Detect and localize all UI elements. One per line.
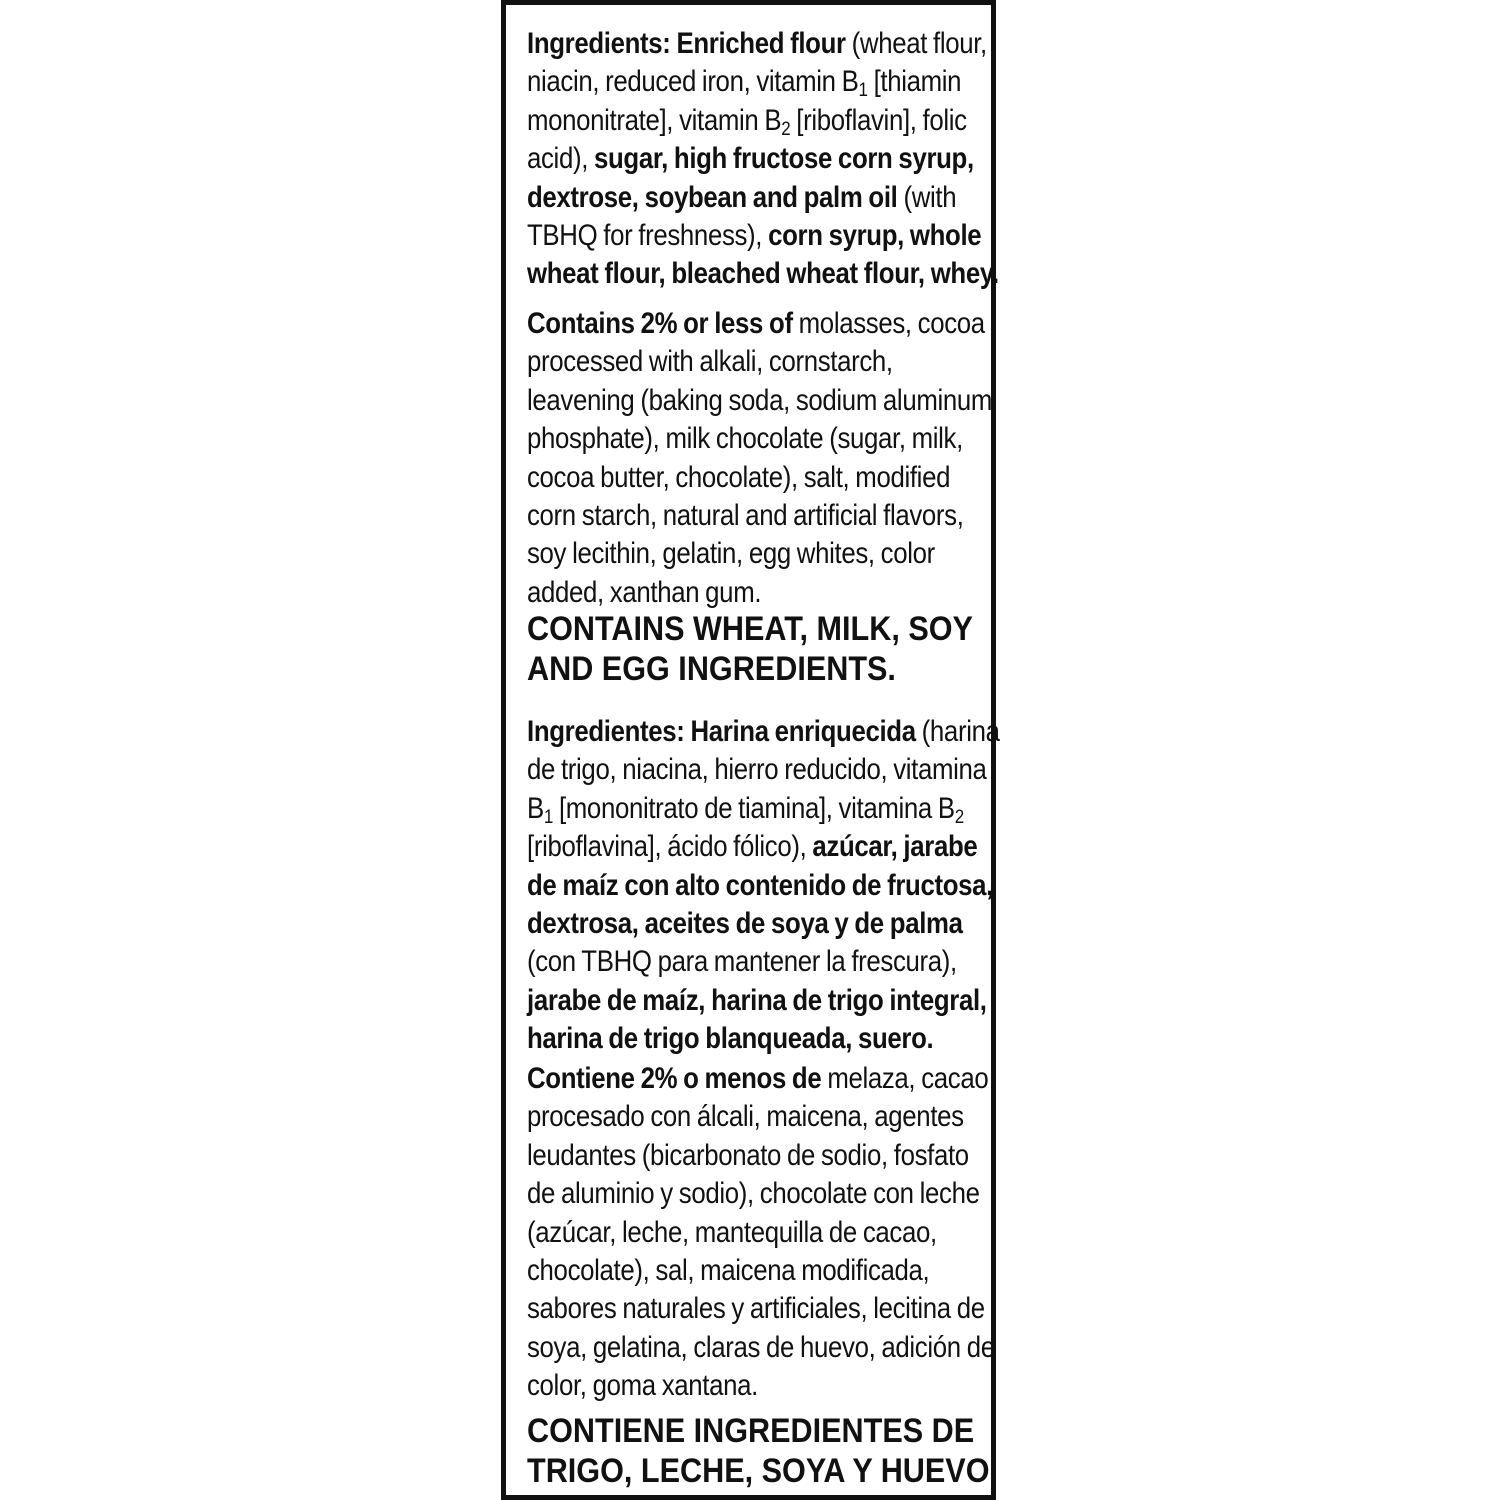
ingredient-text: soya, gelatina, claras de huevo, adición de [527,1330,995,1364]
text-line [527,343,923,381]
ingredient-text: [riboflavina], ácido fólico), [527,830,813,864]
ingredient-text: de aluminio y sodio), chocolate con leche [527,1177,980,1211]
ingredient-text: acid), [527,142,594,176]
text-line [527,25,987,63]
ingredient-text: processed with alkali, cornstarch, [527,345,893,379]
ingredient-text: (wheat flour, [845,27,987,60]
text-line [527,905,963,943]
english-ingredients-paragraph [527,25,999,294]
text-line [527,1290,985,1328]
ingredient-text: molasses, cocoa [792,307,985,340]
text-line [527,305,985,343]
ingredient-text: leudantes (bicarbonato de sodio, fosfato [527,1138,969,1172]
ingredient-text: chocolate), sal, maicena modificada, [527,1254,930,1288]
ingredient-text: (con TBHQ para mantener la frescura), [527,945,957,979]
text-line [527,1214,937,1252]
text-line [527,867,993,905]
allergen-line: CONTAINS WHEAT, MILK, SOY [527,610,973,648]
ingredient-text: soy lecithin, gelatin, egg whites, color [527,537,935,571]
text-line [527,1098,964,1136]
ingredient-text: corn starch, natural and artificial flavors, [527,499,964,533]
ingredient-text: phosphate), milk chocolate (sugar, milk, [527,422,963,456]
text-line [527,420,963,458]
bold-ingredient-text: jarabe de maíz, harina de trigo integral, [527,983,987,1017]
text-line [527,63,962,102]
bold-ingredient-text: corn syrup, whole [768,219,982,253]
allergen-line: AND EGG INGREDIENTS. [527,650,896,688]
ingredient-text: (harina [915,715,1000,748]
spanish-ingredients-paragraph [527,713,1000,1059]
allergen-line: CONTIENE INGREDIENTES DE [527,1412,975,1450]
ingredient-text: niacin, reduced iron, vitamin B [527,65,859,99]
text-line [527,217,982,255]
spanish-allergen-statement [527,1411,998,1491]
text-line [527,1252,930,1290]
ingredients-label-panel [501,0,1000,1500]
spanish-contains-less-paragraph [527,1060,995,1406]
bold-ingredient-text: Contains 2% or less of [527,307,793,340]
ingredient-text: TBHQ for freshness), [527,219,769,253]
text-line [527,382,993,420]
ingredient-text: (with [897,180,957,214]
text-line [527,102,967,140]
ingredient-text: [thiamin [867,65,962,99]
text-line [527,828,978,866]
bold-ingredient-text: wheat flour, bleached wheat flour, whey. [527,257,999,291]
text-line [527,713,1000,751]
ingredient-text: [riboflavin], folic [790,103,967,137]
text-line [527,1137,969,1175]
text-line [527,459,951,497]
text-line [527,497,964,535]
text-line [527,790,964,828]
ingredient-text: sabores naturales y artificiales, lecitina de [527,1292,985,1326]
subscript-text: 2 [781,117,791,140]
text-line [527,1175,980,1213]
bold-ingredient-text: sugar, high fructose corn syrup, [593,142,974,176]
english-allergen-statement [527,609,973,689]
bold-ingredient-text: harina de trigo blanqueada, suero. [527,1022,934,1056]
text-line [527,255,999,293]
bold-ingredient-text: Ingredientes: Harina enriquecida [527,715,916,748]
ingredient-text: color, goma xantana. [527,1369,758,1403]
ingredient-text: added, xanthan gum. [527,575,762,609]
text-line [527,1020,934,1058]
subscript-text: 1 [858,79,868,102]
text-line [527,574,923,612]
ingredient-text: [mononitrato de tiamina], vitamina B [553,791,955,825]
bold-ingredient-text: Ingredients: Enriched flour [527,27,846,60]
allergen-line: TRIGO, LECHE, SOYA Y HUEVO. [527,1452,999,1490]
ingredient-text: (azúcar, leche, mantequilla de cacao, [527,1215,937,1249]
english-contains-less-paragraph [527,305,993,612]
ingredient-text: melaza, cacao [821,1062,989,1095]
bold-ingredient-text: dextrose, soybean and palm oil [527,180,898,214]
ingredient-text: B [527,791,544,825]
text-line [527,1060,989,1098]
ingredient-text: cocoa butter, chocolate), salt, modified [527,460,951,494]
text-line [527,535,935,573]
ingredient-text: mononitrate], vitamin B [527,103,782,137]
subscript-text: 2 [954,805,964,828]
ingredient-text: procesado con álcali, maicena, agentes [527,1100,964,1134]
bold-ingredient-text: azúcar, jarabe [812,830,978,864]
text-line [527,1367,923,1405]
text-line [527,943,957,981]
bold-ingredient-text: de maíz con alto contenido de fructosa, [527,868,993,902]
text-line [527,140,974,178]
subscript-text: 1 [543,805,554,828]
text-line [527,1329,995,1367]
ingredient-text: leavening (baking soda, sodium aluminum [527,383,993,417]
bold-ingredient-text: dextrosa, aceites de soya y de palma [527,907,963,941]
ingredient-text: de trigo, niacina, hierro reducido, vitamina [527,753,987,787]
text-line [527,179,957,217]
text-line [527,751,987,789]
text-line [527,982,987,1020]
bold-ingredient-text: Contiene 2% o menos de [527,1062,822,1095]
